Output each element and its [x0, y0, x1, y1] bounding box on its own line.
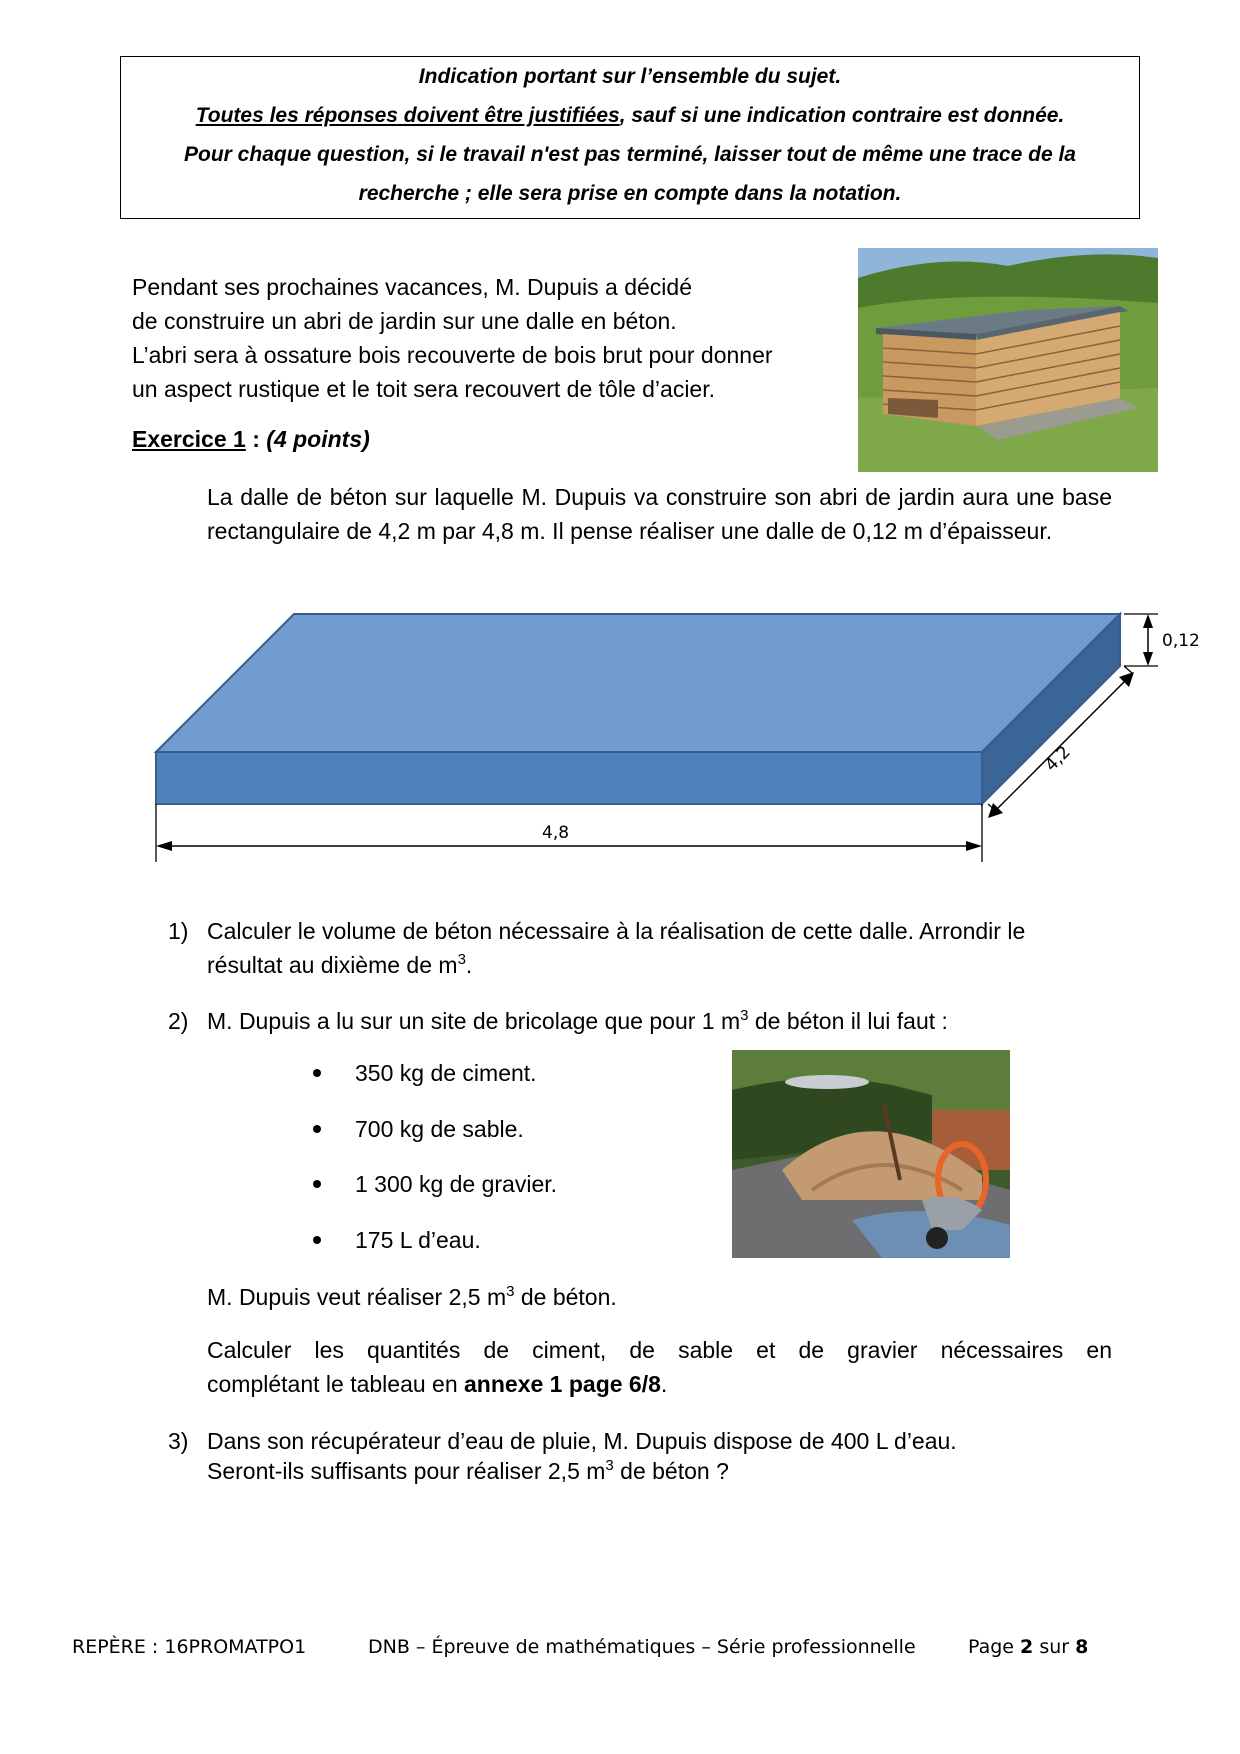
instructions-underlined: Toutes les réponses doivent être justifiées: [195, 104, 620, 127]
instructions-line-2: Toutes les réponses doivent être justifiées, sauf si une indication contraire est donnée.: [195, 104, 1065, 127]
footer-page-number: Page 2 sur 8: [968, 1636, 1089, 1658]
thickness-label: 0,12: [1162, 631, 1200, 651]
bullet-icon: [313, 1236, 321, 1244]
exercise-statement: La dalle de béton sur laquelle M. Dupuis va construire son abri de jardin aura une base rectangulaire de 4,2 m par 4,8 m. Il pense réaliser une dalle de 0,12 m d’épaisseur.: [207, 484, 1112, 544]
instructions-line-1: Indication portant sur l’ensemble du sujet.: [418, 65, 842, 88]
question-2-task-line-2: complétant le tableau en annexe 1 page 6/8.: [207, 1371, 668, 1397]
slab-top-face: [156, 614, 1120, 752]
instructions-line-3: Pour chaque question, si le travail n'est pas terminé, laisser tout de même une trace de la: [184, 143, 1076, 166]
intro-paragraph: Pendant ses prochaines vacances, M. Dupuis a décidé de construire un abri de jardin sur une dalle en béton. L’abri sera à ossature bois recouverte de bois brut pour donner un aspect rustique et le toit sera recouvert de tôle d’acier.: [132, 274, 773, 402]
garden-shed-photo: [858, 248, 1158, 472]
slab-front-face: [156, 752, 982, 804]
annex-reference: annexe 1 page 6/8: [464, 1371, 661, 1397]
concrete-slab-diagram: [150, 600, 1210, 870]
footer-exam-title: DNB – Épreuve de mathématiques – Série professionnelle: [368, 1636, 916, 1658]
width-label: 4,2: [1041, 742, 1075, 776]
exercise-title: Exercice 1 : (4 points): [132, 426, 370, 452]
bullet-icon: [313, 1180, 321, 1188]
question-2-volume: M. Dupuis veut réaliser 2,5 $m^3$ de béton.: [207, 1283, 617, 1310]
footer-reference: REPÈRE : 16PROMATPO1: [72, 1636, 307, 1658]
bullet-icon: [313, 1069, 321, 1077]
bullet-icon: [313, 1125, 321, 1133]
instructions-box: [120, 56, 1140, 219]
question-2-task-line-1: Calculer les quantités de ciment, de sable et de gravier nécessaires en: [207, 1337, 1112, 1363]
concrete-materials-photo: [732, 1050, 1010, 1258]
instructions-line-4: recherche ; elle sera prise en compte dans la notation.: [358, 182, 902, 205]
length-label: 4,8: [542, 823, 570, 843]
